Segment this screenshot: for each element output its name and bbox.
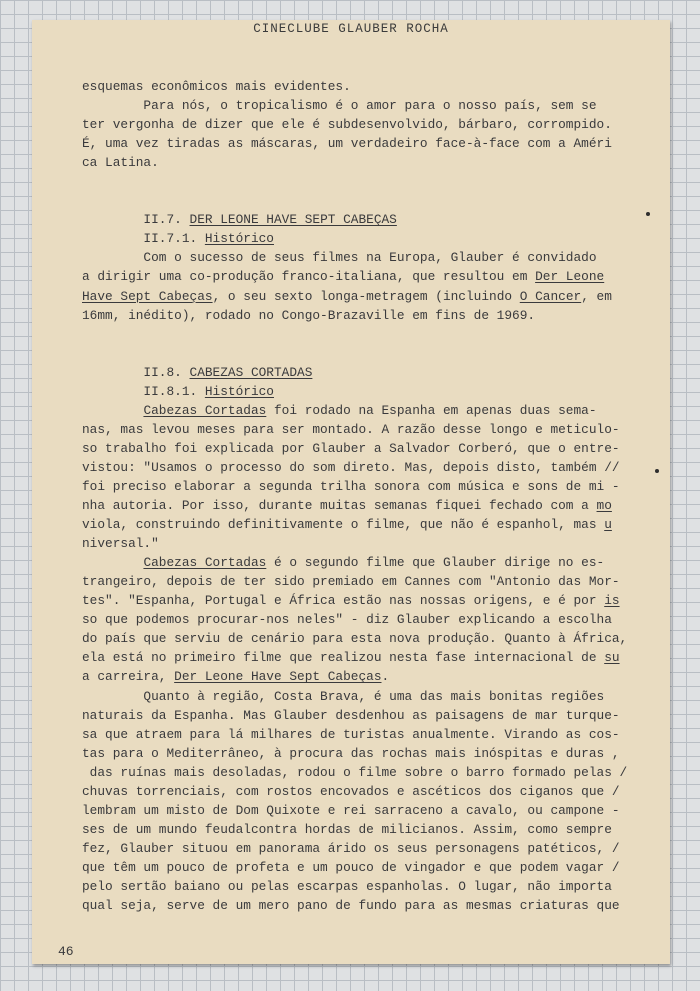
page-number: 46: [58, 944, 74, 959]
text-line: [82, 725, 642, 744]
underlined-title: CABEZAS CORTADAS: [189, 364, 313, 380]
typewritten-page: [32, 20, 670, 964]
text-run: , o seu sexto longa-metragem (incluindo: [212, 288, 520, 304]
text-line: [82, 896, 642, 915]
underlined-title: Der Leone: [535, 269, 605, 285]
text-run: so que podemos procurar-nos neles" - diz Glauber explicando a escolha: [82, 612, 612, 628]
text-line: [82, 210, 642, 229]
text-run: fez, Glauber situou em panorama árido os seus personagens patéticos, /: [82, 840, 620, 856]
underlined-title: Der Leone Have Sept Cabeças: [174, 669, 382, 685]
text-run: Com o sucesso de seus filmes na Europa, Glauber é convidado: [82, 250, 597, 266]
text-run: .: [381, 669, 390, 685]
text-line: [82, 877, 642, 896]
text-line: [82, 477, 642, 496]
text-line: [82, 610, 642, 629]
text-line: [82, 439, 642, 458]
text-run: viola, construindo definitivamente o filme, que não é espanhol, mas: [82, 517, 605, 533]
text-line: [82, 306, 642, 325]
text-run: ses de um mundo feudalcontra hordas de milicianos. Assim, como sempre: [82, 821, 612, 837]
text-run: naturais da Espanha. Mas Glauber desdenhou as paisagens de mar turque-: [82, 707, 620, 723]
underlined-title: Histórico: [204, 231, 274, 247]
text-run: a dirigir uma co-produção franco-italiana, que resultou em: [82, 269, 536, 285]
text-run: é o segundo filme que Glauber dirige no es-: [266, 555, 605, 571]
text-line: [82, 382, 642, 401]
text-run: das ruínas mais desoladas, rodou o filme sobre o barro formado pelas /: [82, 764, 628, 780]
text-line: [82, 77, 642, 96]
text-line: [82, 229, 642, 248]
text-line: [82, 572, 642, 591]
text-run: tes". "Espanha, Portugal e África estão nas nossas origens, e é por: [82, 593, 605, 609]
text-line: [82, 667, 642, 686]
text-line: [82, 706, 642, 725]
text-line: [82, 287, 642, 306]
underlined-title: mo: [596, 498, 612, 514]
text-run: chuvas torrenciais, com rostos encovados e ascéticos dos ciganos que /: [82, 783, 620, 799]
text-run: niversal.": [82, 536, 159, 552]
text-line: [82, 629, 642, 648]
text-run: [82, 555, 143, 570]
underlined-title: Have Sept Cabeças: [82, 288, 213, 304]
text-line: [82, 839, 642, 858]
text-run: , em: [581, 288, 612, 304]
text-run: foi rodado na Espanha em apenas duas sema-: [266, 402, 597, 418]
text-run: [82, 403, 143, 418]
underlined-title: Cabezas Cortadas: [143, 555, 267, 571]
text-line: [82, 172, 642, 191]
text-run: ca Latina.: [82, 155, 159, 171]
text-line: [82, 191, 642, 210]
text-line: [82, 248, 642, 267]
text-line: [82, 591, 642, 610]
text-run: foi preciso elaborar a segunda trilha sonora com música e sons de mi -: [82, 478, 620, 494]
underlined-title: Histórico: [204, 383, 274, 399]
text-line: [82, 420, 642, 439]
text-run: II.8.: [82, 364, 190, 380]
text-run: Para nós, o tropicalismo é o amor para o nosso país, sem se: [82, 98, 597, 114]
body-text: [82, 77, 642, 915]
text-line: [82, 401, 642, 420]
text-line: [82, 763, 642, 782]
underlined-title: u: [604, 517, 612, 533]
text-line: [82, 858, 642, 877]
ink-speck: [655, 469, 659, 473]
text-run: esquemas econômicos mais evidentes.: [82, 79, 351, 94]
text-run: sa que atraem para lá milhares de turistas anualmente. Virando as cos-: [82, 726, 620, 742]
text-line: [82, 782, 642, 801]
text-run: II.7.: [82, 212, 190, 228]
text-line: [82, 325, 642, 344]
text-line: [82, 344, 642, 363]
text-run: vistou: "Usamos o processo do som direto. Mas, depois disto, também //: [82, 459, 620, 475]
text-line: [82, 515, 642, 534]
text-run: É, uma vez tiradas as máscaras, um verdadeiro face-à-face com a Améri: [82, 136, 612, 152]
text-line: [82, 496, 642, 515]
text-line: [82, 267, 642, 286]
text-run: Quanto à região, Costa Brava, é uma das mais bonitas regiões: [82, 688, 605, 704]
text-line: [82, 534, 642, 553]
text-run: lembram um misto de Dom Quixote e rei sarraceno a cavalo, ou campone -: [82, 802, 620, 818]
text-line: [82, 115, 642, 134]
text-run: II.8.1.: [82, 383, 205, 399]
text-line: [82, 458, 642, 477]
text-line: [82, 134, 642, 153]
text-run: do país que serviu de cenário para esta nova produção. Quanto à África,: [82, 631, 628, 647]
text-run: pelo sertão baiano ou pelas escarpas espanholas. O lugar, não importa: [82, 878, 612, 894]
underlined-title: Cabezas Cortadas: [143, 402, 267, 418]
text-run: qual seja, serve de um mero pano de fundo para as mesmas criaturas que: [82, 898, 620, 914]
text-line: [82, 648, 642, 667]
text-run: so trabalho foi explicada por Glauber a Salvador Corberó, que o entre-: [82, 440, 620, 456]
underlined-title: O Cancer: [519, 288, 582, 304]
text-run: ter vergonha de dizer que ele é subdesenvolvido, bárbaro, corrompido.: [82, 117, 612, 133]
text-run: trangeiro, depois de ter sido premiado em Cannes com "Antonio das Mor-: [82, 574, 620, 590]
text-line: [82, 687, 642, 706]
text-line: [82, 820, 642, 839]
text-line: [82, 153, 642, 172]
text-run: a carreira,: [82, 669, 175, 685]
text-run: nas, mas levou meses para ser montado. A razão desse longo e meticulo-: [82, 421, 620, 437]
text-run: tas para o Mediterrâneo, à procura das rochas mais inóspitas e duras ,: [82, 745, 620, 761]
text-line: [82, 363, 642, 382]
running-head: CINECLUBE GLAUBER ROCHA: [253, 22, 449, 36]
text-line: [82, 96, 642, 115]
text-line: [82, 553, 642, 572]
text-line: [82, 744, 642, 763]
underlined-title: su: [604, 650, 620, 666]
text-run: que têm um pouco de profeta e um pouco de vingador e que podem vagar /: [82, 859, 620, 875]
text-run: II.7.1.: [82, 231, 205, 247]
text-run: nha autoria. Por isso, durante muitas semanas fiquei fechado com a: [82, 498, 597, 514]
text-run: 16mm, inédito), rodado no Congo-Brazaville em fins de 1969.: [82, 307, 536, 323]
text-line: [82, 801, 642, 820]
underlined-title: is: [604, 593, 620, 609]
ink-speck: [646, 212, 650, 216]
text-run: ela está no primeiro filme que realizou nesta fase internacional de: [82, 650, 605, 666]
underlined-title: DER LEONE HAVE SEPT CABEÇAS: [189, 212, 397, 228]
